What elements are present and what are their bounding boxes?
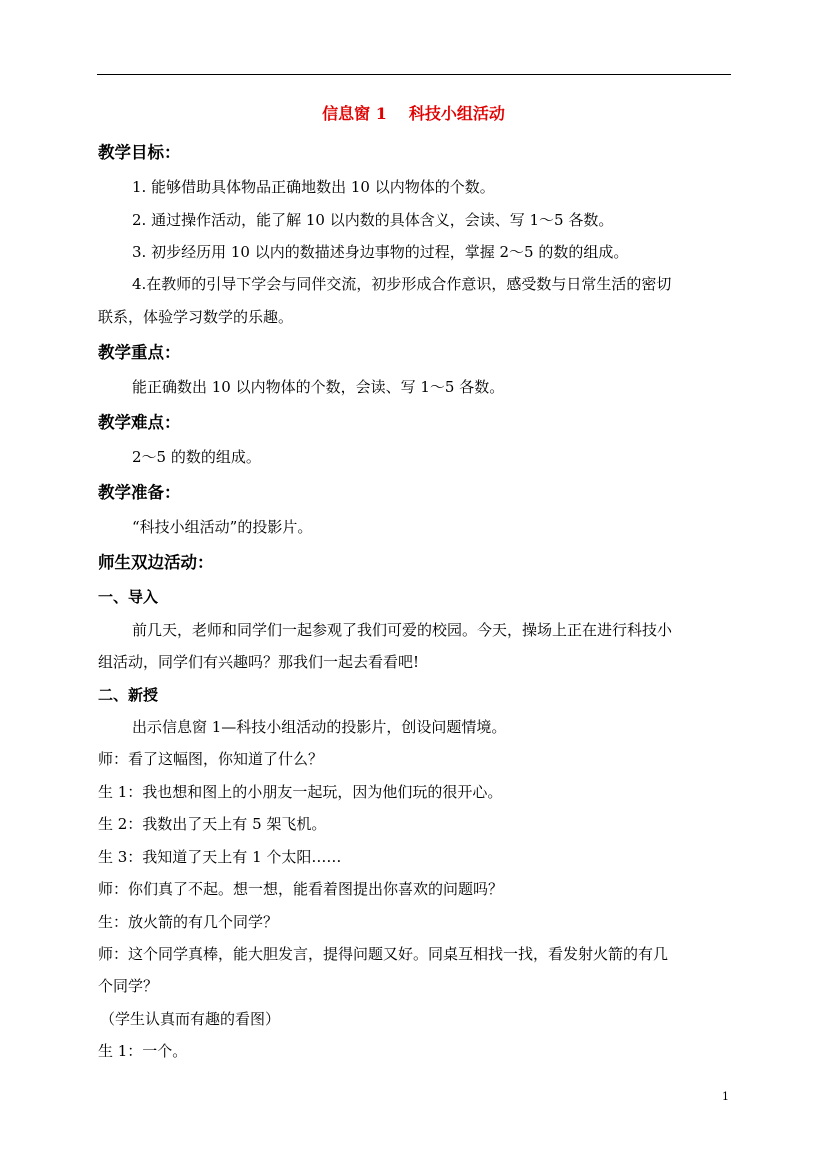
dialogue-line: 生 2：我数出了天上有 5 架飞机。 <box>98 815 327 833</box>
page-number: 1 <box>722 1090 729 1103</box>
activities-heading: 师生双边活动： <box>98 553 214 572</box>
title-right: 科技小组活动 <box>408 104 505 123</box>
preparation-text: “科技小组活动”的投影片。 <box>132 518 313 536</box>
stage-direction: （学生认真而有趣的看图） <box>100 1010 281 1028</box>
difficulty-text: 2～5 的数的组成。 <box>132 448 261 466</box>
goal-item-3: 3. 初步经历用 10 以内的数描述身边事物的过程，掌握 2～5 的数的组成。 <box>132 243 629 261</box>
intro-paragraph-line1: 前几天，老师和同学们一起参观了我们可爱的校园。今天，操场上正在进行科技小 <box>132 621 673 639</box>
dialogue-line: 生：放火箭的有几个同学？ <box>98 913 279 931</box>
title-left: 信息窗 1 <box>322 104 387 123</box>
goal-item-4-line2: 联系，体验学习数学的乐趣。 <box>98 308 294 326</box>
dialogue-line-continued: 个同学？ <box>98 977 159 995</box>
intro-paragraph-line2: 组活动，同学们有兴趣吗？那我们一起去看看吧! <box>98 653 420 671</box>
goals-heading: 教学目标： <box>98 143 181 162</box>
dialogue-line: 生 1：一个。 <box>98 1042 188 1060</box>
new-lesson-heading: 二、新授 <box>98 686 159 704</box>
dialogue-line: 师：你们真了不起。想一想，能看着图提出你喜欢的问题吗？ <box>98 880 504 898</box>
preparation-heading: 教学准备： <box>98 483 181 502</box>
dialogue-line: 生 3：我知道了天上有 1 个太阳…… <box>98 848 342 866</box>
new-lesson-intro: 出示信息窗 1—科技小组活动的投影片，创设问题情境。 <box>132 718 507 736</box>
key-points-heading: 教学重点： <box>98 343 181 362</box>
dialogue-line: 生 1：我也想和图上的小朋友一起玩，因为他们玩的很开心。 <box>98 783 503 801</box>
dialogue-line: 师：这个同学真棒，能大胆发言，提得问题又好。同桌互相找一找，看发射火箭的有几 <box>98 945 669 963</box>
key-points-text: 能正确数出 10 以内物体的个数，会读、写 1～5 各数。 <box>132 378 505 396</box>
header-rule <box>97 74 731 75</box>
dialogue-line: 师：看了这幅图，你知道了什么？ <box>98 750 324 768</box>
goal-item-4-line1: 4.在教师的引导下学会与同伴交流，初步形成合作意识，感受数与日常生活的密切 <box>132 275 672 293</box>
intro-heading: 一、导入 <box>98 588 159 606</box>
goal-item-1: 1. 能够借助具体物品正确地数出 10 以内物体的个数。 <box>132 178 495 196</box>
document-title <box>0 104 827 124</box>
goal-item-2: 2. 通过操作活动，能了解 10 以内数的具体含义，会读、写 1～5 各数。 <box>132 211 614 229</box>
difficulty-heading: 教学难点： <box>98 413 181 432</box>
